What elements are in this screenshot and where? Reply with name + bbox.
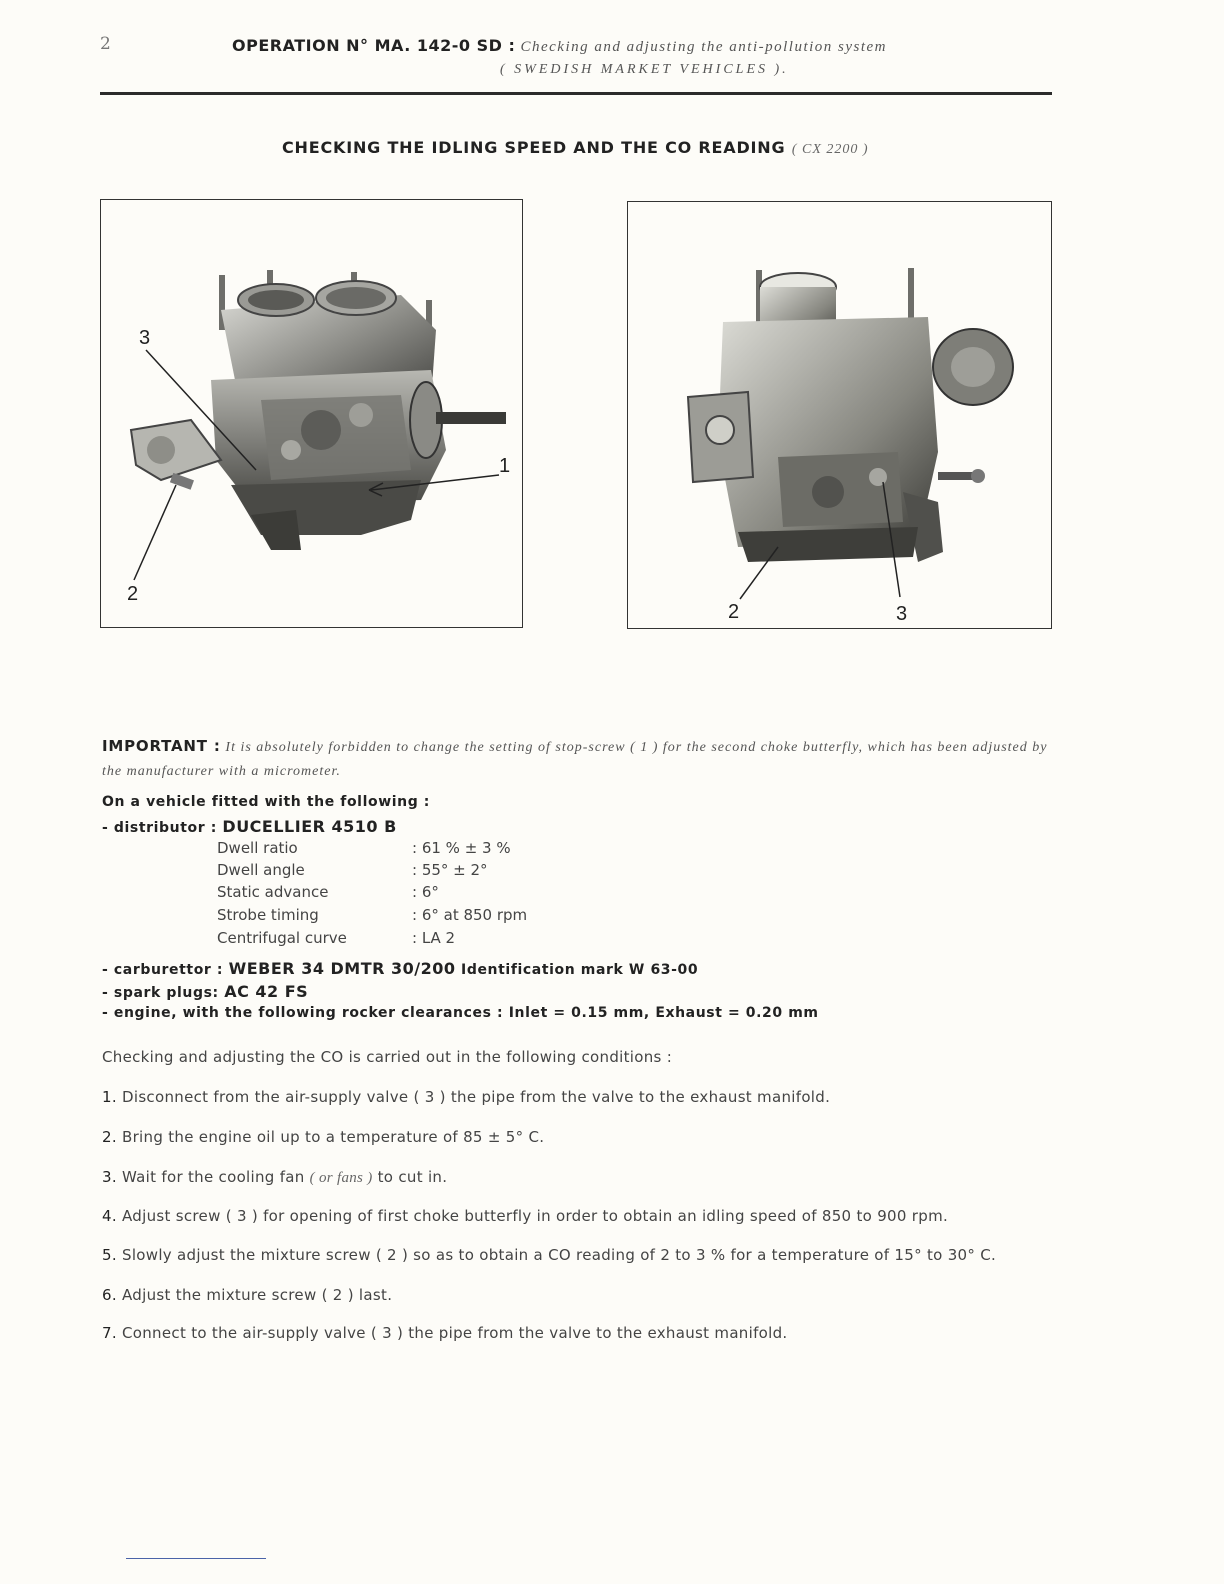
callout-2-left: 2 <box>127 583 139 605</box>
operation-header <box>232 36 887 56</box>
procedure-step <box>102 1128 544 1146</box>
procedure-step <box>102 1246 996 1264</box>
step-text: Slowly adjust the mixture screw ( 2 ) so as to obtain a CO reading of 2 to 3 % for a temperature of 15° to 30° C. <box>122 1246 997 1264</box>
spec-label: Static advance <box>217 883 329 901</box>
step-number: 7. <box>102 1324 117 1342</box>
step-text: Bring the engine oil up to a temperature of 85 ± 5° C. <box>122 1128 545 1146</box>
step-number: 1. <box>102 1088 117 1106</box>
engine-line: - engine, with the following rocker clearances : Inlet = 0.15 mm, Exhaust = 0.20 mm <box>102 1005 819 1021</box>
step-text: to cut in. <box>377 1168 448 1186</box>
step-number: 2. <box>102 1128 117 1146</box>
plugs-value: AC 42 FS <box>224 982 309 1001</box>
callout-1-left: 1 <box>499 455 511 477</box>
operation-title: Checking and adjusting the anti-pollution system <box>520 39 888 55</box>
carburettor-line <box>102 959 698 978</box>
carburettor-value: WEBER 34 DMTR 30/200 <box>228 959 456 978</box>
spec-label: Dwell ratio <box>217 839 298 857</box>
step-text: Adjust screw ( 3 ) for opening of first choke butterfly in order to obtain an idling speed of 850 to 900 rpm. <box>122 1207 949 1225</box>
step-text: Disconnect from the air-supply valve ( 3 ) the pipe from the valve to the exhaust manifold. <box>122 1088 831 1106</box>
step-text-italic: ( or fans ) <box>309 1170 373 1186</box>
procedure-intro: Checking and adjusting the CO is carried out in the following conditions : <box>102 1048 673 1066</box>
footnote-rule <box>126 1558 266 1559</box>
distributor-label: - distributor : <box>102 820 217 836</box>
section-title <box>282 138 869 158</box>
figure-carburettor-side <box>627 201 1052 629</box>
section-title-text: CHECKING THE IDLING SPEED AND THE CO READING <box>282 138 786 157</box>
spec-value: : LA 2 <box>412 929 456 947</box>
procedure-step <box>102 1324 788 1342</box>
important-text: It is absolutely forbidden to change the setting of stop-screw ( 1 ) for the second choke butterfly, which has been adjusted by the manufacturer with a micrometer. <box>102 740 1048 779</box>
step-text: Connect to the air-supply valve ( 3 ) the pipe from the valve to the exhaust manifold. <box>122 1324 788 1342</box>
vehicle-intro: On a vehicle fitted with the following : <box>102 794 430 810</box>
header-rule <box>100 92 1052 95</box>
spec-value: : 6° at 850 rpm <box>412 906 528 924</box>
callout-2-right: 2 <box>728 601 740 623</box>
callout-3-left: 3 <box>139 327 151 349</box>
spec-value: : 55° ± 2° <box>412 861 488 879</box>
callout-3-right: 3 <box>896 603 908 625</box>
step-number: 5. <box>102 1246 117 1264</box>
step-number: 4. <box>102 1207 117 1225</box>
market-subtitle: ( SWEDISH MARKET VEHICLES ). <box>500 62 789 77</box>
distributor-value: DUCELLIER 4510 B <box>222 817 397 836</box>
section-model: ( CX 2200 ) <box>791 142 869 157</box>
figure-carburettor-front <box>100 199 523 628</box>
operation-label: OPERATION N° MA. 142-0 SD : <box>232 36 516 55</box>
distributor-line <box>102 817 397 836</box>
plugs-label: - spark plugs: <box>102 985 219 1001</box>
spec-value: : 61 % ± 3 % <box>412 839 511 857</box>
step-number: 6. <box>102 1286 117 1304</box>
procedure-step <box>102 1168 447 1187</box>
carburettor-illustration-left <box>101 200 522 627</box>
spec-value: : 6° <box>412 883 439 901</box>
spec-label: Dwell angle <box>217 861 305 879</box>
plugs-line <box>102 982 308 1001</box>
carburettor-label: - carburettor : <box>102 962 224 978</box>
step-text: Wait for the cooling fan <box>122 1168 305 1186</box>
procedure-step <box>102 1207 948 1225</box>
carburettor-mark: Identification mark W 63-00 <box>461 962 699 978</box>
spec-label: Centrifugal curve <box>217 929 347 947</box>
procedure-step <box>102 1286 392 1304</box>
important-note <box>102 735 1062 783</box>
step-number: 3. <box>102 1168 117 1186</box>
carburettor-illustration-right <box>628 202 1051 628</box>
important-label: IMPORTANT : <box>102 737 221 755</box>
page-number: 2 <box>100 34 111 54</box>
procedure-step <box>102 1088 830 1106</box>
spec-label: Strobe timing <box>217 906 319 924</box>
step-text: Adjust the mixture screw ( 2 ) last. <box>122 1286 393 1304</box>
